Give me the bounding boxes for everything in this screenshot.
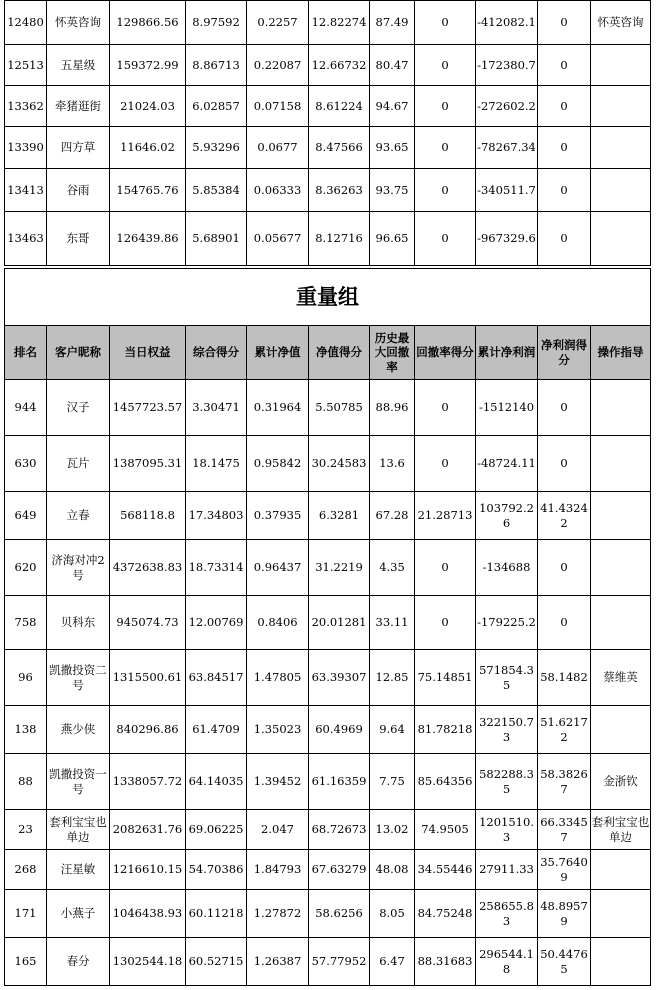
table-cell: 春分 — [47, 938, 110, 986]
table-cell: 93.75 — [370, 169, 415, 212]
column-header: 净利润得分 — [538, 326, 591, 380]
table-cell: 944 — [5, 380, 47, 436]
column-header: 回撤率得分 — [415, 326, 476, 380]
table-cell: -412082.1 — [476, 1, 538, 45]
table-cell: 1387095.31 — [110, 436, 186, 492]
table-cell: 立春 — [47, 492, 110, 540]
table-cell: 81.78218 — [415, 706, 476, 754]
table-cell: -967329.6 — [476, 212, 538, 266]
table-cell: 268 — [5, 850, 47, 890]
table-cell — [591, 596, 651, 650]
table-cell: 5.50785 — [309, 380, 370, 436]
table-cell: 0 — [538, 45, 591, 86]
table-cell: 12513 — [5, 45, 47, 86]
table-cell: 凯撒投资二号 — [47, 650, 110, 706]
table-cell: 0 — [538, 127, 591, 169]
table-cell: 96.65 — [370, 212, 415, 266]
table-cell: 34.55446 — [415, 850, 476, 890]
table-cell: 12.85 — [370, 650, 415, 706]
table-cell: 汉子 — [47, 380, 110, 436]
table-row — [5, 127, 651, 169]
table-cell: -48724.11 — [476, 436, 538, 492]
table-cell: 35.76409 — [538, 850, 591, 890]
table-cell: 63.84517 — [186, 650, 247, 706]
table-row — [5, 45, 651, 86]
table-cell: 30.24583 — [309, 436, 370, 492]
table-cell — [591, 212, 651, 266]
table-cell — [591, 86, 651, 127]
table-cell — [591, 890, 651, 938]
table-cell: 凯撒投资一号 — [47, 754, 110, 810]
table-cell: 0 — [415, 212, 476, 266]
table-cell: 8.86713 — [186, 45, 247, 86]
table-cell — [591, 492, 651, 540]
table-cell: 0.37935 — [247, 492, 309, 540]
column-header: 净值得分 — [309, 326, 370, 380]
column-header: 当日权益 — [110, 326, 186, 380]
table-cell: 0.2257 — [247, 1, 309, 45]
table-row — [5, 86, 651, 127]
table-cell: 6.3281 — [309, 492, 370, 540]
table-cell: 27911.33 — [476, 850, 538, 890]
table-cell: 945074.73 — [110, 596, 186, 650]
table-cell: 套利宝宝也单边 — [591, 810, 651, 850]
table-cell: 18.73314 — [186, 540, 247, 596]
table-row — [5, 938, 651, 986]
table-cell: 济海对冲2号 — [47, 540, 110, 596]
table-cell: 8.36263 — [309, 169, 370, 212]
table-cell: 0.07158 — [247, 86, 309, 127]
table-cell: 0.0677 — [247, 127, 309, 169]
table-cell: 61.16359 — [309, 754, 370, 810]
table-row — [5, 436, 651, 492]
table-cell — [591, 436, 651, 492]
table-cell: 东哥 — [47, 212, 110, 266]
table-cell: 75.14851 — [415, 650, 476, 706]
table-cell: 165 — [5, 938, 47, 986]
table-cell: 0 — [415, 169, 476, 212]
table-cell: 五星级 — [47, 45, 110, 86]
table-cell: 758 — [5, 596, 47, 650]
table-cell: 12.82274 — [309, 1, 370, 45]
table-cell: 谷雨 — [47, 169, 110, 212]
table-cell: 88.31683 — [415, 938, 476, 986]
table-cell: 5.93296 — [186, 127, 247, 169]
table-cell: 54.70386 — [186, 850, 247, 890]
table-cell: 67.63279 — [309, 850, 370, 890]
table-cell: 0 — [415, 436, 476, 492]
table-cell: 0 — [538, 1, 591, 45]
table-cell: 8.47566 — [309, 127, 370, 169]
column-header: 累计净利润 — [476, 326, 538, 380]
table-cell: 48.89579 — [538, 890, 591, 938]
table-cell: 96 — [5, 650, 47, 706]
table-cell: 2.047 — [247, 810, 309, 850]
table-cell — [591, 169, 651, 212]
table-cell: 840296.86 — [110, 706, 186, 754]
table-cell: 630 — [5, 436, 47, 492]
table-cell: 9.64 — [370, 706, 415, 754]
table-cell: 0.22087 — [247, 45, 309, 86]
table-row — [5, 492, 651, 540]
group-title: 重量组 — [5, 269, 651, 326]
table-cell: 12.66732 — [309, 45, 370, 86]
table-cell: 4.35 — [370, 540, 415, 596]
table-cell: 66.33457 — [538, 810, 591, 850]
table-cell: 18.1475 — [186, 436, 247, 492]
table-cell: 13362 — [5, 86, 47, 127]
table-cell: 68.72673 — [309, 810, 370, 850]
column-header: 历史最大回撤率 — [370, 326, 415, 380]
table-cell: 159372.99 — [110, 45, 186, 86]
table-cell: 0 — [415, 86, 476, 127]
table-cell: 1.84793 — [247, 850, 309, 890]
table-cell: 1.35023 — [247, 706, 309, 754]
table-cell: 1302544.18 — [110, 938, 186, 986]
table-cell: 60.11218 — [186, 890, 247, 938]
table-cell: 蔡维英 — [591, 650, 651, 706]
table-cell: 69.06225 — [186, 810, 247, 850]
table-cell: 649 — [5, 492, 47, 540]
table-cell: 0 — [538, 86, 591, 127]
table-cell: 60.4969 — [309, 706, 370, 754]
table-cell: -340511.7 — [476, 169, 538, 212]
table-cell: 60.52715 — [186, 938, 247, 986]
table-cell: 154765.76 — [110, 169, 186, 212]
table-cell: -172380.7 — [476, 45, 538, 86]
table-cell: 80.47 — [370, 45, 415, 86]
table-cell: 小燕子 — [47, 890, 110, 938]
table-cell: 12.00769 — [186, 596, 247, 650]
table-cell: 1457723.57 — [110, 380, 186, 436]
table-cell: 1046438.93 — [110, 890, 186, 938]
table-cell: 汪星敏 — [47, 850, 110, 890]
table-cell: 48.08 — [370, 850, 415, 890]
table-cell: 74.9505 — [415, 810, 476, 850]
table-cell: 3.30471 — [186, 380, 247, 436]
table-cell — [591, 938, 651, 986]
table-cell: 8.05 — [370, 890, 415, 938]
table-row — [5, 596, 651, 650]
top-ranking-table — [4, 0, 651, 266]
table-cell: 5.68901 — [186, 212, 247, 266]
table-cell: 8.97592 — [186, 1, 247, 45]
table-cell: 93.65 — [370, 127, 415, 169]
table-cell: 85.64356 — [415, 754, 476, 810]
table-cell: -272602.2 — [476, 86, 538, 127]
table-cell — [591, 850, 651, 890]
table-cell: 94.67 — [370, 86, 415, 127]
table-cell: 四方草 — [47, 127, 110, 169]
table-cell: 322150.73 — [476, 706, 538, 754]
table-cell: 33.11 — [370, 596, 415, 650]
table-cell: 12480 — [5, 1, 47, 45]
column-header: 综合得分 — [186, 326, 247, 380]
table-cell: 0 — [538, 169, 591, 212]
table-cell: 1.26387 — [247, 938, 309, 986]
table-cell: 1338057.72 — [110, 754, 186, 810]
table-cell: 0 — [538, 212, 591, 266]
table-cell: 50.44765 — [538, 938, 591, 986]
table-cell: 2082631.76 — [110, 810, 186, 850]
table-cell: 0 — [538, 380, 591, 436]
table-row — [5, 650, 651, 706]
table-cell: 0 — [538, 596, 591, 650]
table-cell: 1.27872 — [247, 890, 309, 938]
table-cell: 燕少侠 — [47, 706, 110, 754]
table-cell: 0.95842 — [247, 436, 309, 492]
table-cell: 0.31964 — [247, 380, 309, 436]
table-cell: 84.75248 — [415, 890, 476, 938]
table-cell — [591, 45, 651, 86]
table-cell: 怀英咨询 — [591, 1, 651, 45]
table-cell: 1.47805 — [247, 650, 309, 706]
table-cell: 1315500.61 — [110, 650, 186, 706]
table-cell: 6.47 — [370, 938, 415, 986]
table-cell: 0 — [538, 436, 591, 492]
table-row — [5, 169, 651, 212]
table-cell: 23 — [5, 810, 47, 850]
table-cell: 103792.26 — [476, 492, 538, 540]
table-cell: 13413 — [5, 169, 47, 212]
table-cell: 0 — [538, 540, 591, 596]
column-header: 累计净值 — [247, 326, 309, 380]
table-cell: 0 — [415, 380, 476, 436]
table-cell: 87.49 — [370, 1, 415, 45]
table-cell: 0 — [415, 596, 476, 650]
table-cell: -1512140 — [476, 380, 538, 436]
table-row — [5, 1, 651, 45]
table-cell: 8.12716 — [309, 212, 370, 266]
column-header: 客户昵称 — [47, 326, 110, 380]
table-cell: 582288.35 — [476, 754, 538, 810]
table-cell: 21024.03 — [110, 86, 186, 127]
table-cell: 31.2219 — [309, 540, 370, 596]
table-cell: 296544.18 — [476, 938, 538, 986]
table-cell: 0 — [415, 1, 476, 45]
table-cell: 568118.8 — [110, 492, 186, 540]
table-cell: 5.85384 — [186, 169, 247, 212]
table-cell: 58.38267 — [538, 754, 591, 810]
table-cell: 1.39452 — [247, 754, 309, 810]
table-row — [5, 890, 651, 938]
table-cell: 41.43242 — [538, 492, 591, 540]
table-cell: 0.96437 — [247, 540, 309, 596]
table-cell: 怀英咨询 — [47, 1, 110, 45]
table-cell: 258655.83 — [476, 890, 538, 938]
table-row — [5, 212, 651, 266]
table-row — [5, 754, 651, 810]
table-cell: 1216610.15 — [110, 850, 186, 890]
table-cell: 88 — [5, 754, 47, 810]
table-cell: 套利宝宝也单边 — [47, 810, 110, 850]
table-cell: 58.6256 — [309, 890, 370, 938]
table-cell: 13390 — [5, 127, 47, 169]
table-cell: 67.28 — [370, 492, 415, 540]
table-cell: 4372638.83 — [110, 540, 186, 596]
table-cell: 13.02 — [370, 810, 415, 850]
table-cell: 57.77952 — [309, 938, 370, 986]
table-cell — [591, 380, 651, 436]
table-cell: 瓦片 — [47, 436, 110, 492]
table-row — [5, 380, 651, 436]
table-cell: 571854.35 — [476, 650, 538, 706]
table-cell: 0.06333 — [247, 169, 309, 212]
table-row — [5, 540, 651, 596]
table-cell: 126439.86 — [110, 212, 186, 266]
table-cell: 58.1482 — [538, 650, 591, 706]
table-cell: 8.61224 — [309, 86, 370, 127]
table-cell — [591, 706, 651, 754]
table-cell — [591, 540, 651, 596]
table-cell: 0 — [415, 45, 476, 86]
table-cell: 0 — [415, 540, 476, 596]
table-cell: -179225.2 — [476, 596, 538, 650]
table-cell — [591, 127, 651, 169]
table-header-row — [5, 326, 651, 380]
table-cell: 129866.56 — [110, 1, 186, 45]
table-cell: 64.14035 — [186, 754, 247, 810]
table-cell: 0.05677 — [247, 212, 309, 266]
table-cell: 21.28713 — [415, 492, 476, 540]
heavy-group-table — [4, 268, 651, 986]
table-cell: 6.02857 — [186, 86, 247, 127]
table-cell: 13.6 — [370, 436, 415, 492]
table-row — [5, 810, 651, 850]
table-cell: 7.75 — [370, 754, 415, 810]
table-cell: 0.8406 — [247, 596, 309, 650]
table-cell: 13463 — [5, 212, 47, 266]
table-cell: 61.4709 — [186, 706, 247, 754]
table-cell: 20.01281 — [309, 596, 370, 650]
table-cell: 88.96 — [370, 380, 415, 436]
table-cell: 0 — [415, 127, 476, 169]
table-cell: 1201510.3 — [476, 810, 538, 850]
table-cell: -134688 — [476, 540, 538, 596]
table-cell: 17.34803 — [186, 492, 247, 540]
column-header: 操作指导 — [591, 326, 651, 380]
column-header: 排名 — [5, 326, 47, 380]
table-cell: 11646.02 — [110, 127, 186, 169]
table-cell: 620 — [5, 540, 47, 596]
table-cell: 171 — [5, 890, 47, 938]
table-cell: 贝科东 — [47, 596, 110, 650]
group-title-row — [5, 269, 651, 326]
table-cell: 63.39307 — [309, 650, 370, 706]
table-cell: -78267.34 — [476, 127, 538, 169]
table-cell: 51.62172 — [538, 706, 591, 754]
table-cell: 金浙钦 — [591, 754, 651, 810]
table-cell: 138 — [5, 706, 47, 754]
table-row — [5, 850, 651, 890]
table-row — [5, 706, 651, 754]
table-cell: 牵猪逛街 — [47, 86, 110, 127]
